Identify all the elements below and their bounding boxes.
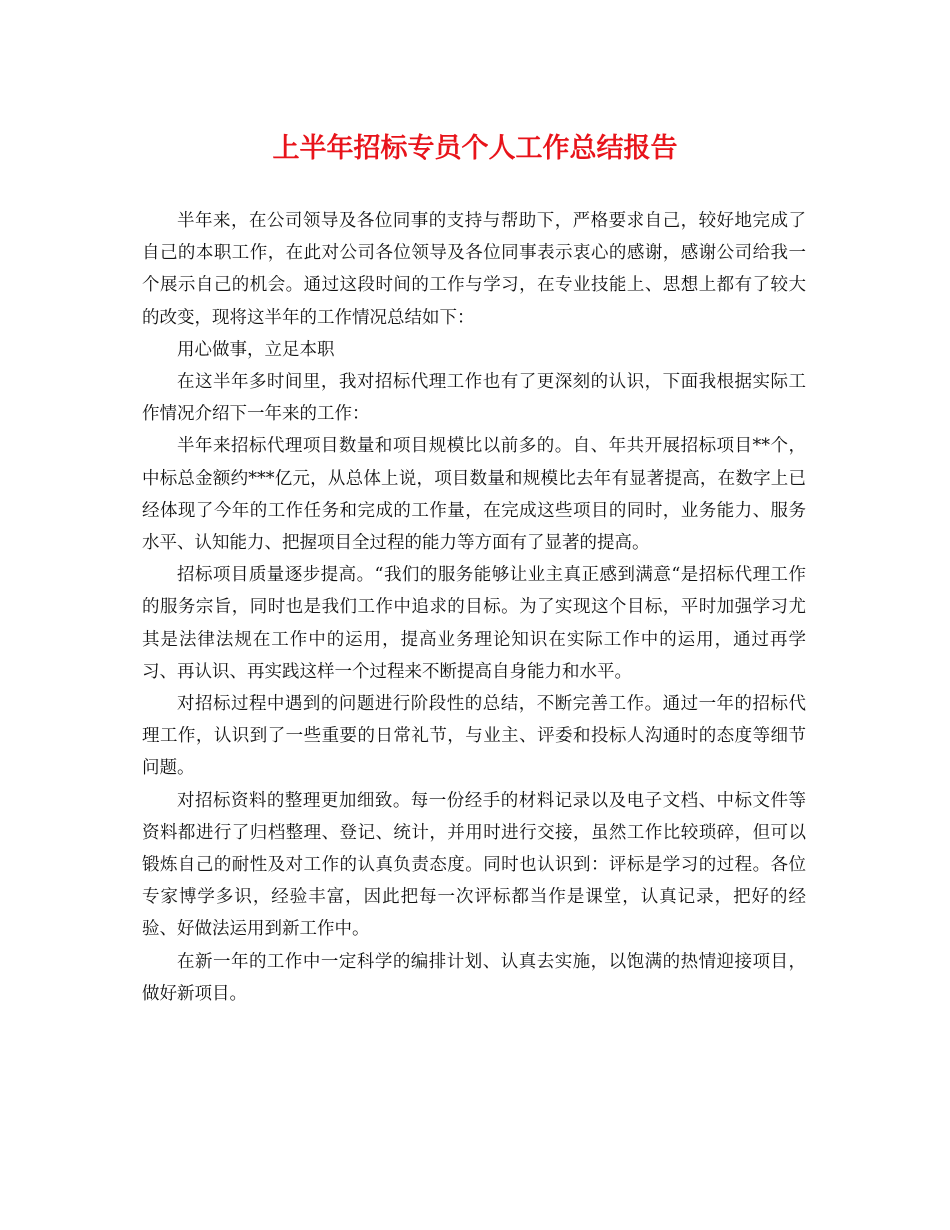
document-body: [142, 205, 806, 1010]
paragraph-heading: 用心做事，立足本职: [177, 339, 335, 360]
paragraph-understanding: 在这半年多时间里，我对招标代理工作也有了更深刻的认识，下面我根据实际工作情况介绍下一年来的工作：: [142, 372, 806, 425]
paragraph-summary: 对招标过程中遇到的问题进行阶段性的总结，不断完善工作。通过一年的招标代理工作，认识到了一些重要的日常礼节，与业主、评委和投标人沟通时的态度等细节问题。: [142, 694, 806, 779]
paragraph-project-quality: 招标项目质量逐步提高。“我们的服务能够让业主真正感到满意“是招标代理工作的服务宗旨，同时也是我们工作中追求的目标。为了实现这个目标，平时加强学习尤其是法律法规在工作中的运用，提高业务理论知识在实际工作中的运用，通过再学习、再认识、再实践这样一个过程来不断提高自身能力和水平。: [142, 565, 806, 682]
paragraph-new-year: 在新一年的工作中一定科学的编排计划、认真去实施，以饱满的热情迎接项目，做好新项目。: [142, 951, 806, 1004]
document-title: 上半年招标专员个人工作总结报告: [272, 133, 678, 164]
paragraph-project-volume: 半年来招标代理项目数量和项目规模比以前多的。自、年共开展招标项目**个，中标总金额约***亿元，从总体上说，项目数量和规模比去年有显著提高，在数字上已经体现了今年的工作任务和完成的工作量，在完成这些项目的同时，业务能力、服务水平、认知能力、把握项目全过程的能力等方面有了显著的提高。: [142, 436, 806, 554]
paragraph-intro: 半年来，在公司领导及各位同事的支持与帮助下，严格要求自己，较好地完成了自己的本职工作，在此对公司各位领导及各位同事表示衷心的感谢，感谢公司给我一个展示自己的机会。通过这段时间的工作与学习，在专业技能上、思想上都有了较大的改变，现将这半年的工作情况总结如下：: [142, 211, 806, 328]
paragraph-documents: 对招标资料的整理更加细致。每一份经手的材料记录以及电子文档、中标文件等资料都进行了归档整理、登记、统计，并用时进行交接，虽然工作比较琐碎，但可以锻炼自己的耐性及对工作的认真负责态度。同时也认识到：评标是学习的过程。各位专家博学多识，经验丰富，因此把每一次评标都当作是课堂，认真记录，把好的经验、好做法运用到新工作中。: [142, 790, 806, 940]
